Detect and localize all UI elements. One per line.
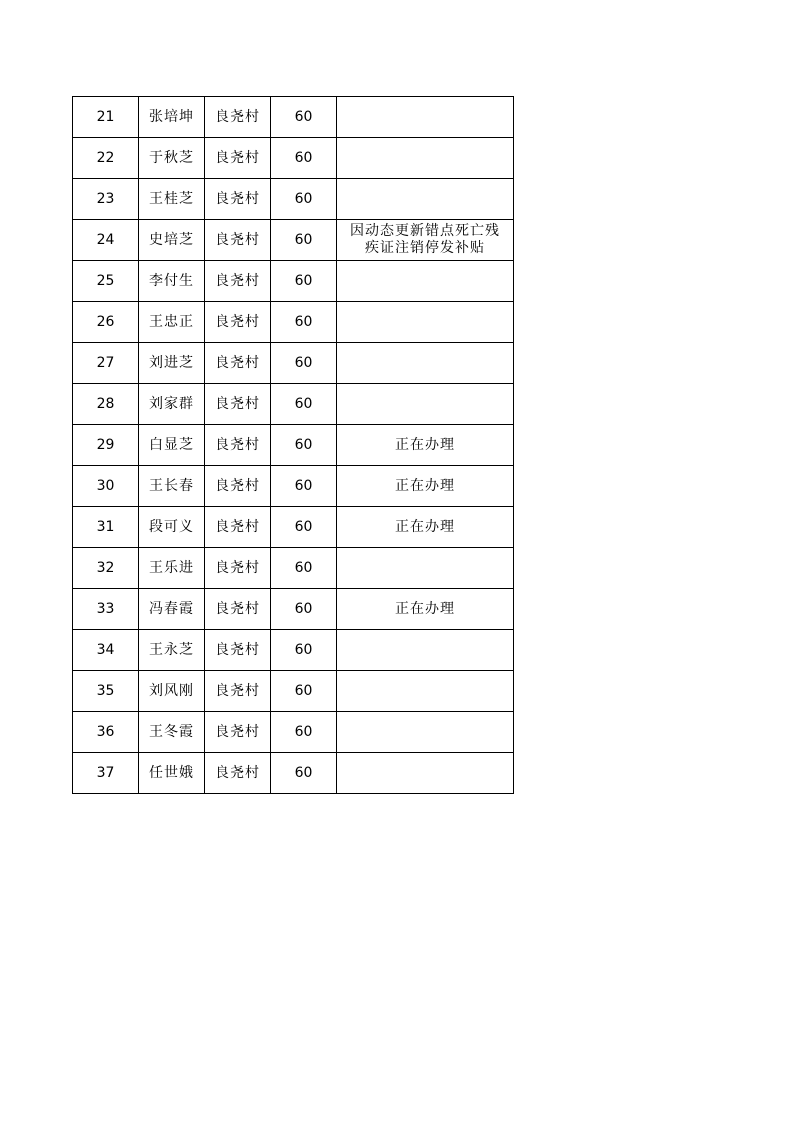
amount-cell: 60: [271, 712, 337, 753]
name-cell: 王忠正: [139, 302, 205, 343]
name-cell: 刘家群: [139, 384, 205, 425]
note-cell: [337, 507, 514, 548]
table-row: [73, 589, 514, 630]
note-cell: [337, 179, 514, 220]
amount-cell: 60: [271, 548, 337, 589]
note-cell: [337, 97, 514, 138]
serial-number-cell: 32: [73, 548, 139, 589]
table-row: [73, 97, 514, 138]
serial-number-cell: 28: [73, 384, 139, 425]
name-cell: 于秋芝: [139, 138, 205, 179]
amount-cell: 60: [271, 753, 337, 794]
table-row: [73, 138, 514, 179]
village-cell: 良尧村: [205, 302, 271, 343]
name-cell: 王长春: [139, 466, 205, 507]
table-row: [73, 261, 514, 302]
note-cell: [337, 425, 514, 466]
name-cell: 王永芝: [139, 630, 205, 671]
amount-cell: 60: [271, 138, 337, 179]
village-cell: 良尧村: [205, 220, 271, 261]
table-row: [73, 179, 514, 220]
village-cell: 良尧村: [205, 261, 271, 302]
note-text: 正在办理: [395, 477, 455, 494]
table-row: [73, 671, 514, 712]
note-cell: [337, 384, 514, 425]
amount-cell: 60: [271, 97, 337, 138]
name-cell: 王乐进: [139, 548, 205, 589]
serial-number-cell: 21: [73, 97, 139, 138]
note-cell: [337, 712, 514, 753]
serial-number-cell: 31: [73, 507, 139, 548]
serial-number-cell: 33: [73, 589, 139, 630]
amount-cell: 60: [271, 302, 337, 343]
village-cell: 良尧村: [205, 343, 271, 384]
table-body: [73, 97, 514, 794]
amount-cell: 60: [271, 425, 337, 466]
note-cell: [337, 589, 514, 630]
table-row: [73, 220, 514, 261]
note-text: 正在办理: [395, 518, 455, 535]
note-text: 正在办理: [395, 436, 455, 453]
table-row: [73, 712, 514, 753]
note-cell: [337, 302, 514, 343]
village-cell: 良尧村: [205, 179, 271, 220]
serial-number-cell: 23: [73, 179, 139, 220]
name-cell: 白显芝: [139, 425, 205, 466]
village-cell: 良尧村: [205, 97, 271, 138]
village-cell: 良尧村: [205, 138, 271, 179]
note-cell: [337, 671, 514, 712]
village-cell: 良尧村: [205, 712, 271, 753]
serial-number-cell: 35: [73, 671, 139, 712]
amount-cell: 60: [271, 384, 337, 425]
table-row: [73, 302, 514, 343]
amount-cell: 60: [271, 343, 337, 384]
amount-cell: 60: [271, 630, 337, 671]
village-cell: 良尧村: [205, 753, 271, 794]
amount-cell: 60: [271, 507, 337, 548]
table-row: [73, 425, 514, 466]
village-cell: 良尧村: [205, 384, 271, 425]
name-cell: 李付生: [139, 261, 205, 302]
note-cell: [337, 261, 514, 302]
amount-cell: 60: [271, 179, 337, 220]
note-cell: [337, 466, 514, 507]
serial-number-cell: 26: [73, 302, 139, 343]
table-row: [73, 630, 514, 671]
note-cell: [337, 753, 514, 794]
serial-number-cell: 30: [73, 466, 139, 507]
name-cell: 任世娥: [139, 753, 205, 794]
serial-number-cell: 22: [73, 138, 139, 179]
village-cell: 良尧村: [205, 671, 271, 712]
village-cell: 良尧村: [205, 589, 271, 630]
table-row: [73, 343, 514, 384]
table-row: [73, 384, 514, 425]
name-cell: 张培坤: [139, 97, 205, 138]
name-cell: 刘进芝: [139, 343, 205, 384]
subsidy-table: [72, 96, 514, 794]
note-cell: [337, 138, 514, 179]
village-cell: 良尧村: [205, 425, 271, 466]
serial-number-cell: 36: [73, 712, 139, 753]
table-row: [73, 548, 514, 589]
serial-number-cell: 27: [73, 343, 139, 384]
amount-cell: 60: [271, 589, 337, 630]
name-cell: 刘风刚: [139, 671, 205, 712]
village-cell: 良尧村: [205, 548, 271, 589]
note-text: 正在办理: [395, 600, 455, 617]
note-cell: [337, 220, 514, 261]
serial-number-cell: 37: [73, 753, 139, 794]
table-row: [73, 466, 514, 507]
village-cell: 良尧村: [205, 630, 271, 671]
name-cell: 史培芝: [139, 220, 205, 261]
name-cell: 王冬霞: [139, 712, 205, 753]
name-cell: 王桂芝: [139, 179, 205, 220]
serial-number-cell: 29: [73, 425, 139, 466]
name-cell: 冯春霞: [139, 589, 205, 630]
serial-number-cell: 25: [73, 261, 139, 302]
amount-cell: 60: [271, 671, 337, 712]
note-cell: [337, 343, 514, 384]
table-row: [73, 753, 514, 794]
note-cell: [337, 548, 514, 589]
table-row: [73, 507, 514, 548]
serial-number-cell: 34: [73, 630, 139, 671]
amount-cell: 60: [271, 466, 337, 507]
note-text: 因动态更新错点死亡残疾证注销停发补贴: [350, 223, 500, 256]
amount-cell: 60: [271, 261, 337, 302]
amount-cell: 60: [271, 220, 337, 261]
village-cell: 良尧村: [205, 507, 271, 548]
note-cell: [337, 630, 514, 671]
name-cell: 段可义: [139, 507, 205, 548]
village-cell: 良尧村: [205, 466, 271, 507]
serial-number-cell: 24: [73, 220, 139, 261]
